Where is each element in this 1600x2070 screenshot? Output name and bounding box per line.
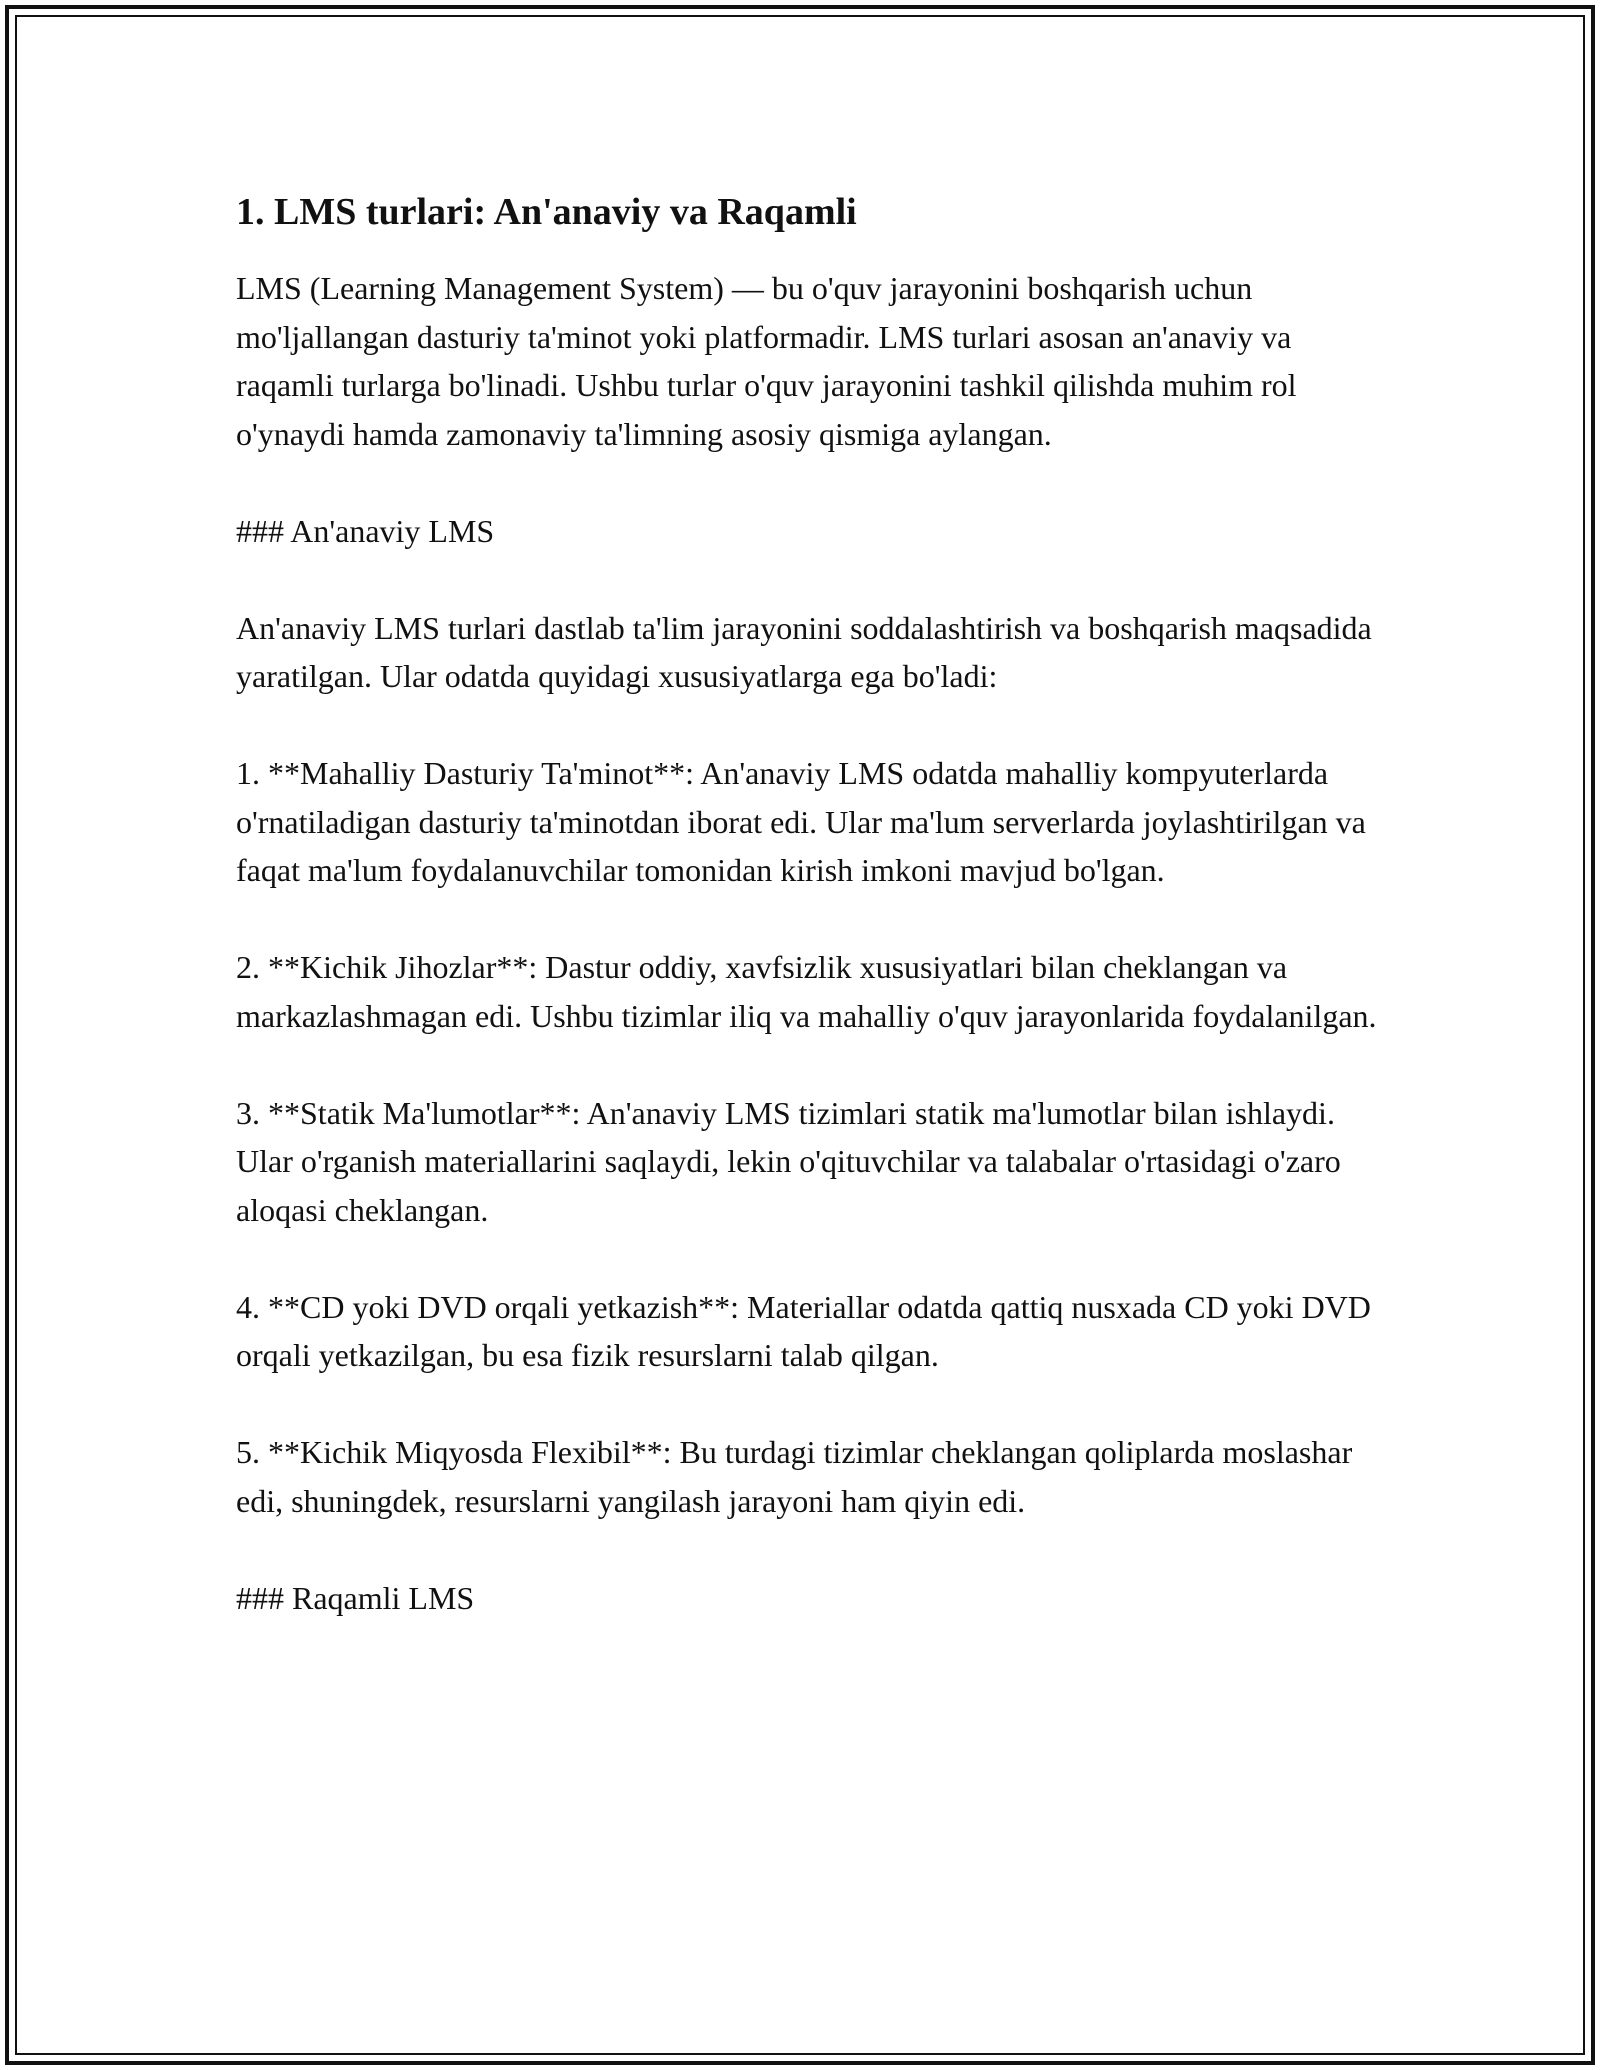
list-item-3: 3. **Statik Ma'lumotlar**: An'anaviy LMS tizimlari statik ma'lumotlar bilan ishlaydi. Ular o'rganish materiallarini saqlaydi, lekin o'qituvchilar va talabalar o'rtasidagi o'zaro aloqasi cheklangan. (236, 1094, 1341, 1228)
document-title: 1. LMS turlari: An'anaviy va Raqamli (236, 191, 857, 233)
section-heading-raqamli: ### Raqamli LMS (236, 1579, 475, 1616)
intro-paragraph: LMS (Learning Management System) — bu o'quv jarayonini boshqarish uchun mo'ljallangan dasturiy ta'minot yoki platformadir. LMS turlari asosan an'anaviy va raqamli turlarga bo'linadi. Ushbu turlar o'quv jarayonini tashkil qilishda muhim rol o'ynaydi hamda zamonaviy ta'limning asosiy qismiga aylangan. (236, 270, 1297, 452)
ananaviy-intro-paragraph: An'anaviy LMS turlari dastlab ta'lim jarayonini soddalashtirish va boshqarish maqsadida yaratilgan. Ular odatda quyidagi xususiyatlarga ega bo'ladi: (236, 609, 1372, 694)
document-body (236, 188, 1386, 1622)
list-item-2: 2. **Kichik Jihozlar**: Dastur oddiy, xavfsizlik xususiyatlari bilan cheklangan va markazlashmagan edi. Ushbu tizimlar iliq va mahalliy o'quv jarayonlarida foydalanilgan. (236, 949, 1377, 1034)
list-item-5: 5. **Kichik Miqyosda Flexibil**: Bu turdagi tizimlar cheklangan qoliplarda moslashar edi, shuningdek, resurslarni yangilash jarayoni ham qiyin edi. (236, 1434, 1353, 1519)
section-heading-ananaviy: ### An'anaviy LMS (236, 512, 495, 549)
list-item-1: 1. **Mahalliy Dasturiy Ta'minot**: An'anaviy LMS odatda mahalliy kompyuterlarda o'rnatiladigan dasturiy ta'minotdan iborat edi. Ular ma'lum serverlarda joylashtirilgan va faqat ma'lum foydalanuvchilar tomonidan kirish imkoni mavjud bo'lgan. (236, 755, 1366, 888)
list-item-4: 4. **CD yoki DVD orqali yetkazish**: Materiallar odatda qattiq nusxada CD yoki DVD orqali yetkazilgan, bu esa fizik resurslarni talab qilgan. (236, 1288, 1371, 1373)
